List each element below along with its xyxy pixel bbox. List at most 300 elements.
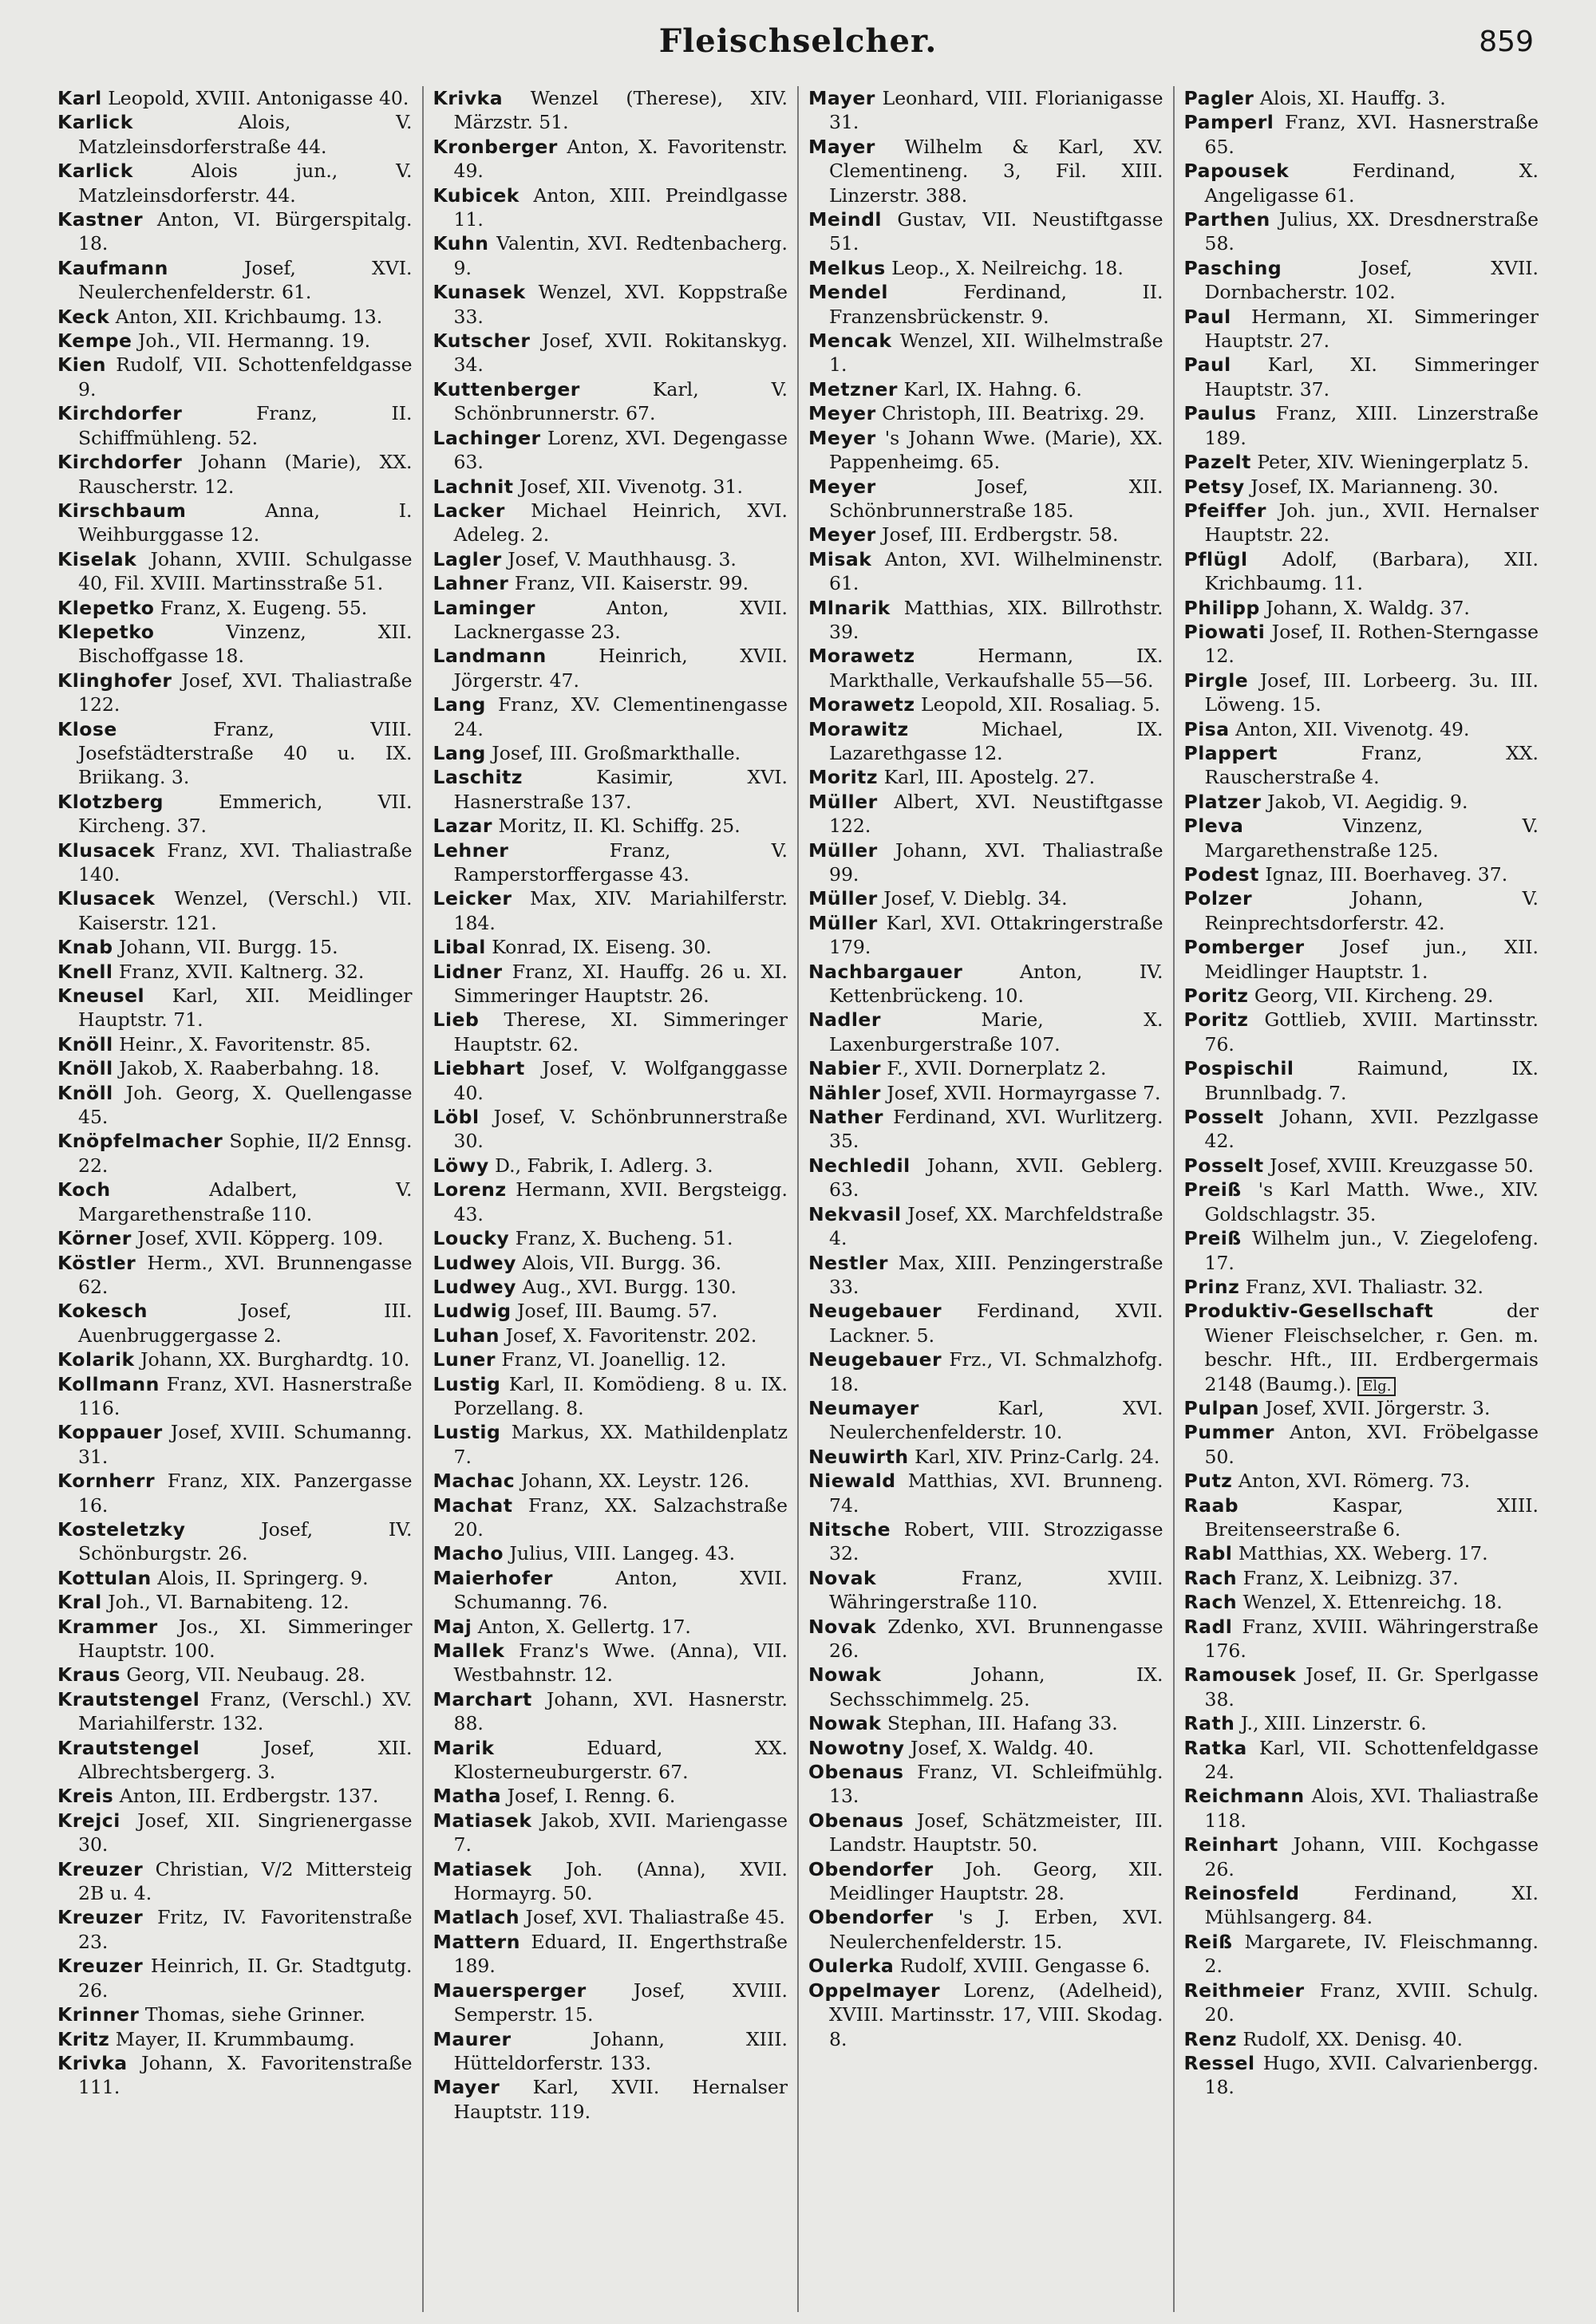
directory-entry <box>808 1615 1163 1663</box>
entry-details: Franz's Wwe. (Anna), VII. Westbahnstr. 12. <box>453 1639 788 1687</box>
entry-details: Johann, XX. Burghardtg. 10. <box>140 1348 410 1371</box>
entry-name: Knöll <box>57 1057 113 1080</box>
entry-details: der Wiener Fleischselcher, r. Gen. m. beschr. Hft., III. Erdbergermais 2148 (Baumg.). <box>1204 1300 1539 1395</box>
entry-details: Johann, V. Reinprechtsdorferstr. 42. <box>1204 887 1539 934</box>
entry-details: Leopold, XII. Rosaliag. 5. <box>921 693 1160 716</box>
entry-details: Johann, XVI. Hasnerstr. 88. <box>453 1687 788 1735</box>
entry-name: Reichmann <box>1183 1785 1305 1808</box>
directory-entry <box>57 1251 413 1300</box>
directory-entry <box>1184 1663 1539 1711</box>
entry-details: Karl, VII. Schottenfeldgasse 24. <box>1204 1736 1539 1784</box>
entry-name: Radl <box>1183 1615 1233 1638</box>
entry-details: Michael, IX. Lazarethgasse 12. <box>829 717 1163 764</box>
entry-name: Posselt <box>1183 1154 1264 1177</box>
directory-entry <box>433 329 788 377</box>
directory-entry <box>808 692 1163 716</box>
entry-details: Johann, XX. Leystr. 126. <box>520 1470 750 1493</box>
directory-entry <box>808 1711 1163 1735</box>
entry-name: Papousek <box>1183 160 1290 183</box>
entry-details: Karl, XI. Simmeringer Hauptstr. 37. <box>1204 353 1539 400</box>
directory-entry <box>433 1979 788 2027</box>
directory-entry <box>1184 741 1539 790</box>
entry-name: Maj <box>433 1615 472 1638</box>
directory-entry <box>433 1420 788 1469</box>
entry-details: Joh., VI. Barnabiteng. 12. <box>108 1591 350 1614</box>
directory-entry <box>57 1081 413 1130</box>
entry-details: Lorenz, (Adelheid), XVIII. Martinsstr. 17, VIII. Skodag. 8. <box>829 1979 1163 2050</box>
directory-entry <box>433 475 788 499</box>
directory-entry <box>433 1154 788 1178</box>
entry-details: Hermann, IX. Markthalle, Verkaufshalle 55—56. <box>829 645 1163 692</box>
entry-name: Oppelmayer <box>808 1979 941 2002</box>
entry-details: Anton, XVI. Fröbelgasse 50. <box>1204 1421 1539 1468</box>
entry-details: Matthias, XVI. Brunneng. 74. <box>829 1470 1163 1517</box>
entry-details: Georg, VII. Neubaug. 28. <box>126 1663 366 1687</box>
entry-name: Lang <box>433 693 486 716</box>
entry-details: Josef, XVII. Köpperg. 109. <box>137 1227 384 1250</box>
entry-name: Pomberger <box>1183 936 1305 959</box>
entry-details: 's Johann Wwe. (Marie), XX. Pappenheimg. 65. <box>829 426 1163 474</box>
directory-entry <box>433 231 788 280</box>
entry-details: Adolf, (Barbara), XII. Krichbaumg. 11. <box>1204 547 1539 595</box>
entry-name: Obendorfer <box>808 1857 934 1880</box>
directory-entry <box>808 1251 1163 1300</box>
entry-name: Nowak <box>808 1712 882 1735</box>
directory-entry <box>1184 110 1539 159</box>
entry-name: Mlnarik <box>808 596 891 619</box>
directory-entry <box>1184 499 1539 547</box>
directory-entry <box>1184 547 1539 596</box>
entry-name: Pleva <box>1183 815 1244 838</box>
entry-name: Matlach <box>433 1906 520 1929</box>
entry-name: Philipp <box>1183 596 1260 619</box>
entry-name: Lehner <box>433 838 509 862</box>
directory-entry <box>57 1469 413 1517</box>
entry-details: Josef, III. Baumg. 57. <box>517 1300 718 1323</box>
entry-details: Sophie, II/2 Ennsg. 22. <box>78 1130 413 1177</box>
directory-entry <box>57 1566 413 1590</box>
directory-entry <box>1184 1275 1539 1299</box>
directory-entry <box>808 1566 1163 1615</box>
directory-entry <box>57 838 413 887</box>
entry-details: Heinr., X. Favoritenstr. 85. <box>119 1032 371 1055</box>
entry-details: Josef, XVII. Jörgerstr. 3. <box>1265 1396 1491 1419</box>
entry-details: Franz, XVI. Thaliastr. 32. <box>1245 1275 1484 1298</box>
directory-entry <box>808 207 1163 256</box>
directory-entry <box>433 960 788 1008</box>
directory-entry <box>808 1202 1163 1251</box>
directory-entry <box>57 1809 413 1857</box>
entry-name: Krautstengel <box>57 1687 200 1710</box>
directory-entry <box>808 1905 1163 1954</box>
entry-details: Leonhard, VIII. Florianigasse 31. <box>829 87 1163 134</box>
entry-name: Kiselak <box>57 547 137 570</box>
directory-entry <box>57 1784 413 1808</box>
directory-entry <box>57 2002 413 2026</box>
entry-details: Josef, XVII. Rokitanskyg. 34. <box>453 329 788 377</box>
entry-details: Josef, III. Auenbruggergasse 2. <box>78 1300 413 1347</box>
entry-name: Mattern <box>433 1930 520 1953</box>
entry-details: Ferdinand, X. Angeligasse 61. <box>1204 160 1539 207</box>
directory-entry <box>57 960 413 984</box>
directory-entry <box>57 620 413 669</box>
entry-details: Josef, XVI. Thaliastraße 45. <box>525 1906 785 1929</box>
directory-entry <box>1184 1566 1539 1590</box>
directory-entry <box>808 765 1163 789</box>
entry-name: Neugebauer <box>808 1348 942 1371</box>
directory-entry <box>57 401 413 450</box>
entry-name: Pirgle <box>1183 669 1249 692</box>
entry-details: Karl, XVII. Hernalser Hauptstr. 119. <box>453 2076 788 2123</box>
entry-details: Alois, XI. Hauffg. 3. <box>1259 87 1446 109</box>
entry-name: Obendorfer <box>808 1906 934 1929</box>
directory-entry <box>57 1178 413 1226</box>
directory-entry <box>1184 86 1539 110</box>
entry-name: Meyer <box>808 402 876 425</box>
entry-details: Wenzel (Therese), XIV. Märzstr. 51. <box>453 87 788 134</box>
entry-details: Markus, XX. Mathildenplatz 7. <box>453 1421 788 1468</box>
entry-details: Franz, VI. Joanellig. 12. <box>501 1348 727 1371</box>
directory-entry <box>57 717 413 790</box>
entry-name: Poritz <box>1183 984 1249 1008</box>
entry-details: Kasimir, XVI. Hasnerstraße 137. <box>453 766 788 813</box>
entry-details: Josef, XII. Albrechtsbergerg. 3. <box>78 1736 413 1784</box>
directory-entry <box>808 1809 1163 1857</box>
directory-entry <box>57 596 413 620</box>
entry-details: Johann, XVII. Pezzlgasse 42. <box>1204 1106 1539 1153</box>
entry-name: Kraus <box>57 1663 120 1687</box>
directory-entry <box>808 1954 1163 1978</box>
entry-details: 's J. Erben, XVI. Neulerchenfelderstr. 15. <box>829 1906 1163 1953</box>
entry-details: Anton, XVII. Schumanng. 76. <box>453 1566 788 1614</box>
entry-details: Matthias, XIX. Billrothstr. 39. <box>829 596 1163 643</box>
entry-name: Meindl <box>808 208 882 231</box>
entry-details: Eduard, XX. Klosterneuburgerstr. 67. <box>453 1736 788 1784</box>
entry-details: Heinrich, II. Gr. Stadtgutg. 26. <box>78 1955 413 2002</box>
directory-entry <box>57 1736 413 1785</box>
entry-name: Maurer <box>433 2027 512 2050</box>
entry-name: Novak <box>808 1615 877 1638</box>
directory-entry <box>808 1396 1163 1445</box>
entry-name: Liebhart <box>433 1057 525 1080</box>
entry-name: Rabl <box>1183 1542 1233 1565</box>
entry-name: Ludwey <box>433 1251 516 1274</box>
entry-name: Nestler <box>808 1251 888 1274</box>
entry-details: Christian, V/2 Mittersteig 2B u. 4. <box>78 1857 413 1905</box>
directory-entry <box>808 377 1163 401</box>
entry-details: Rudolf, VII. Schottenfeldgasse 9. <box>78 353 413 400</box>
directory-entry <box>1184 790 1539 814</box>
entry-name: Pisa <box>1183 717 1230 740</box>
directory-entry <box>433 1639 788 1687</box>
entry-details: Marie, X. Laxenburgerstraße 107. <box>829 1008 1163 1055</box>
entry-details: Franz, XI. Hauffg. 26 u. XI. Simmeringer Hauptstr. 26. <box>453 960 788 1008</box>
directory-entry <box>1184 256 1539 305</box>
entry-columns <box>48 86 1548 2312</box>
entry-details: Karl, XIV. Prinz-Carlg. 24. <box>915 1445 1160 1468</box>
entry-details: F., XVII. Dornerplatz 2. <box>887 1057 1107 1080</box>
entry-details: Johann, XVIII. Schulgasse 40, Fil. XVIII. Martinsstraße 51. <box>78 547 413 595</box>
entry-details: Franz, VIII. Josefstädterstraße 40 u. IX. Briikang. 3. <box>78 717 413 789</box>
directory-entry <box>57 353 413 401</box>
entry-details: Karl, II. Komödieng. 8 u. IX. Porzellang. 8. <box>453 1372 788 1419</box>
entry-name: Pamperl <box>1183 111 1274 134</box>
directory-entry <box>808 960 1163 1008</box>
entry-details: Josef, Schätzmeister, III. Landstr. Hauptstr. 50. <box>829 1809 1163 1856</box>
directory-entry <box>433 1809 788 1857</box>
directory-entry <box>433 1299 788 1323</box>
directory-entry <box>433 935 788 959</box>
directory-entry <box>57 1615 413 1663</box>
directory-entry <box>808 886 1163 910</box>
entry-name: Laminger <box>433 596 535 619</box>
entry-name: Piowati <box>1183 620 1266 643</box>
entry-details: Frz., VI. Schmalzhofg. 18. <box>829 1348 1163 1395</box>
entry-name: Metzner <box>808 377 898 400</box>
directory-entry <box>808 838 1163 887</box>
entry-name: Morawitz <box>808 717 909 740</box>
entry-details: Aug., XVI. Burgg. 130. <box>522 1275 737 1298</box>
entry-name: Neugebauer <box>808 1300 942 1323</box>
directory-entry <box>808 717 1163 766</box>
entry-name: Laschitz <box>433 766 523 789</box>
directory-entry <box>808 911 1163 960</box>
entry-name: Krivka <box>57 2051 128 2074</box>
entry-details: Wenzel, XII. Wilhelmstraße 1. <box>829 329 1163 377</box>
entry-details: Josef, V. Wolfganggasse 40. <box>453 1057 788 1104</box>
directory-entry <box>808 1663 1163 1711</box>
entry-details: Josef, I. Renng. 6. <box>507 1785 676 1808</box>
entry-name: Knöpfelmacher <box>57 1130 223 1153</box>
entry-name: Kronberger <box>433 135 558 158</box>
directory-entry <box>57 1590 413 1614</box>
directory-entry <box>57 2051 413 2100</box>
entry-name: Krejci <box>57 1809 120 1832</box>
entry-details: Lorenz, XVI. Degengasse 63. <box>453 426 788 474</box>
entry-details: Johann, XVI. Thaliastraße 99. <box>829 838 1163 886</box>
entry-details: Wenzel, (Verschl.) VII. Kaiserstr. 121. <box>78 887 413 934</box>
entry-name: Platzer <box>1183 790 1262 813</box>
entry-name: Morawetz <box>808 645 915 668</box>
entry-name: Mencak <box>808 329 892 353</box>
directory-entry <box>1184 305 1539 353</box>
entry-details: Franz, XVIII. Währingerstraße 176. <box>1204 1615 1539 1662</box>
entry-name: Prinz <box>1183 1275 1240 1298</box>
directory-entry <box>57 1299 413 1347</box>
entry-details: Mayer, II. Krummbaumg. <box>115 2027 355 2050</box>
entry-name: Krautstengel <box>57 1736 200 1759</box>
directory-entry <box>1184 1008 1539 1056</box>
entry-details: Max, XIII. Penzingerstraße 33. <box>829 1251 1163 1298</box>
directory-entry <box>433 1857 788 1906</box>
entry-name: Koch <box>57 1178 111 1201</box>
entry-name: Müller <box>808 887 878 910</box>
entry-details: Anton, XVII. Lacknergasse 23. <box>453 596 788 643</box>
entry-name: Reithmeier <box>1183 1979 1305 2002</box>
entry-details: D., Fabrik, I. Adlerg. 3. <box>495 1154 713 1177</box>
running-title: Fleischselcher. <box>658 22 938 60</box>
entry-name: Pagler <box>1183 87 1254 109</box>
entry-name: Oulerka <box>808 1955 895 1978</box>
directory-entry <box>57 790 413 838</box>
entry-name: Libal <box>433 936 486 959</box>
entry-details: Johann, XIII. Hütteldorferstr. 133. <box>453 2027 788 2074</box>
entry-name: Kral <box>57 1591 102 1614</box>
entry-name: Kien <box>57 353 106 377</box>
entry-name: Lazar <box>433 815 492 838</box>
directory-entry <box>433 1905 788 1929</box>
directory-entry <box>433 1372 788 1421</box>
directory-entry <box>1184 1105 1539 1154</box>
entry-name: Kreuzer <box>57 1906 144 1929</box>
entry-name: Marik <box>433 1736 495 1759</box>
entry-details: Johann, X. Favoritenstraße 111. <box>78 2051 413 2099</box>
entry-details: Anton, XVI. Wilhelminenstr. 61. <box>829 547 1163 595</box>
entry-name: Reinhart <box>1183 1833 1278 1856</box>
entry-name: Poritz <box>1183 1008 1249 1032</box>
entry-name: Raab <box>1183 1493 1239 1517</box>
directory-entry <box>433 1056 788 1105</box>
entry-name: Produktiv-Gesellschaft <box>1183 1300 1434 1323</box>
entry-name: Klepetko <box>57 620 155 643</box>
directory-entry <box>808 1105 1163 1154</box>
entry-name: Maierhofer <box>433 1566 553 1589</box>
directory-entry <box>57 256 413 305</box>
directory-entry <box>433 2075 788 2124</box>
directory-entry <box>57 1905 413 1954</box>
directory-entry <box>433 765 788 814</box>
entry-details: Heinrich, XVII. Jörgerstr. 47. <box>453 645 788 692</box>
directory-entry <box>57 886 413 935</box>
entry-details: Therese, XI. Simmeringer Hauptstr. 62. <box>453 1008 788 1055</box>
entry-name: Kolarik <box>57 1348 135 1371</box>
entry-details: Gottlieb, XVIII. Martinsstr. 76. <box>1204 1008 1539 1055</box>
directory-entry <box>57 669 413 717</box>
entry-name: Renz <box>1183 2027 1237 2050</box>
directory-entry <box>1184 1930 1539 1979</box>
entry-details: Franz, XVII. Kaltnerg. 32. <box>118 960 365 983</box>
entry-details: Robert, VIII. Strozzigasse 32. <box>829 1517 1163 1565</box>
entry-details: Anton, IV. Kettenbrückeng. 10. <box>829 960 1163 1008</box>
entry-details: Thomas, siehe Grinner. <box>144 2003 365 2026</box>
entry-details: J., XIII. Linzerstr. 6. <box>1240 1712 1427 1735</box>
entry-details: Ignaz, III. Boerhaveg. 37. <box>1265 863 1508 886</box>
directory-entry <box>808 1736 1163 1760</box>
entry-name: Morawetz <box>808 693 915 716</box>
entry-details: Anton, X. Gellertg. 17. <box>477 1615 691 1638</box>
entry-name: Matiasek <box>433 1857 532 1880</box>
entry-name: Kuttenberger <box>433 377 580 400</box>
directory-entry <box>808 1445 1163 1469</box>
entry-name: Klinghofer <box>57 669 172 692</box>
directory-entry <box>433 1105 788 1154</box>
entry-name: Krivka <box>433 87 504 109</box>
entry-details: Jakob, XVII. Mariengasse 7. <box>453 1809 788 1856</box>
entry-details: Max, XIV. Mariahilferstr. 184. <box>453 887 788 934</box>
entry-details: Josef jun., XII. Meidlinger Hauptstr. 1. <box>1204 936 1539 983</box>
entry-name: Knell <box>57 960 113 983</box>
directory-entry <box>808 426 1163 475</box>
entry-name: Lagler <box>433 547 502 570</box>
entry-details: Hugo, XVII. Calvarienbergg. 18. <box>1204 2051 1539 2099</box>
entry-details: Anton, XVI. Römerg. 73. <box>1238 1470 1471 1493</box>
entry-name: Mauersperger <box>433 1979 587 2002</box>
entry-details: Franz, X. Bucheng. 51. <box>515 1227 733 1250</box>
entry-details: Christoph, III. Beatrixg. 29. <box>882 402 1145 425</box>
entry-details: Ferdinand, XI. Mühlsangerg. 84. <box>1204 1882 1539 1929</box>
entry-details: Franz, XVI. Thaliastraße 140. <box>78 838 413 886</box>
entry-details: Josef, V. Schönbrunnerstraße 30. <box>453 1106 788 1153</box>
entry-name: Pulpan <box>1183 1396 1259 1419</box>
entry-details: Hermann, XVII. Bergsteigg. 43. <box>453 1178 788 1225</box>
directory-entry <box>808 1008 1163 1056</box>
entry-details: Anton, III. Erdbergstr. 137. <box>119 1785 379 1808</box>
entry-name: Obenaus <box>808 1761 904 1784</box>
directory-entry <box>433 280 788 329</box>
directory-entry <box>1184 1784 1539 1833</box>
entry-details: Kaspar, XIII. Breitenseerstraße 6. <box>1204 1493 1539 1541</box>
entry-name: Kirchdorfer <box>57 451 183 474</box>
entry-name: Paul <box>1183 305 1231 328</box>
directory-entry <box>1184 1420 1539 1469</box>
directory-entry <box>1184 984 1539 1008</box>
entry-details: Stephan, III. Hafang 33. <box>887 1712 1118 1735</box>
entry-name: Ludwig <box>433 1300 512 1323</box>
entry-name: Preiß <box>1183 1227 1242 1250</box>
entry-name: Meyer <box>808 523 876 546</box>
entry-details: Julius, XX. Dresdnerstraße 58. <box>1204 208 1539 255</box>
entry-name: Lorenz <box>433 1178 507 1201</box>
directory-entry <box>1184 862 1539 886</box>
directory-entry <box>1184 1711 1539 1735</box>
entry-details: Franz, II. Schiffmühleng. 52. <box>78 402 413 449</box>
entry-details: Julius, VIII. Langeg. 43. <box>509 1542 736 1565</box>
entry-details: Josef, XVI. Neulerchenfelderstr. 61. <box>78 256 413 304</box>
directory-entry <box>808 401 1163 425</box>
entry-details: Fritz, IV. Favoritenstraße 23. <box>78 1906 413 1953</box>
directory-entry <box>808 256 1163 280</box>
entry-details: Josef, X. Favoritenstr. 202. <box>505 1324 757 1347</box>
directory-entry <box>1184 935 1539 984</box>
entry-name: Macho <box>433 1542 504 1565</box>
entry-name: Petsy <box>1183 475 1245 498</box>
entry-details: Albert, XVI. Neustiftgasse 122. <box>829 790 1163 838</box>
entry-details: Franz, XIX. Panzergasse 16. <box>78 1470 413 1517</box>
directory-entry <box>808 1154 1163 1202</box>
directory-entry <box>433 596 788 645</box>
directory-entry <box>433 1324 788 1347</box>
directory-entry <box>1184 1299 1539 1396</box>
entry-name: Pflügl <box>1183 547 1248 570</box>
directory-entry <box>433 86 788 135</box>
directory-entry <box>808 1517 1163 1566</box>
directory-entry <box>433 1541 788 1565</box>
directory-entry <box>433 838 788 887</box>
directory-entry <box>1184 1881 1539 1930</box>
entry-details: Franz, V. Ramperstorffergasse 43. <box>453 838 788 886</box>
entry-name: Karl <box>57 87 102 109</box>
directory-entry <box>1184 353 1539 401</box>
entry-name: Karlick <box>57 160 133 183</box>
entry-details: Adalbert, V. Margarethenstraße 110. <box>78 1178 413 1225</box>
directory-entry <box>433 1275 788 1299</box>
directory-entry <box>1184 1736 1539 1785</box>
entry-name: Knab <box>57 936 113 959</box>
entry-name: Kastner <box>57 208 144 231</box>
directory-entry <box>1184 1178 1539 1226</box>
entry-details: Ferdinand, II. Franzensbrückenstr. 9. <box>829 281 1163 328</box>
directory-entry <box>808 1299 1163 1347</box>
